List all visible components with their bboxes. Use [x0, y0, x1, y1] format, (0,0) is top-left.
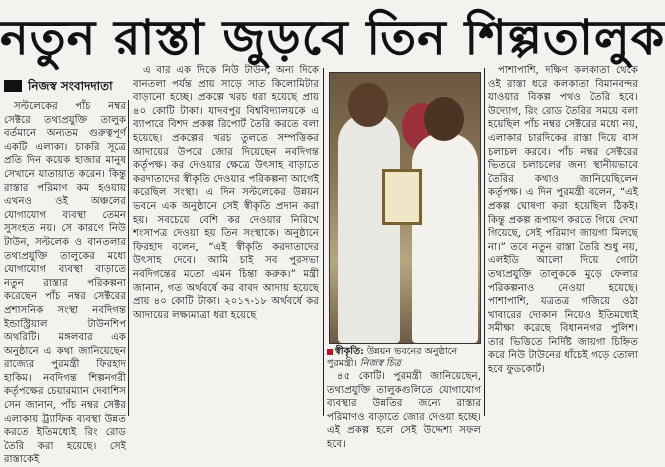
column-divider — [128, 100, 129, 416]
person-right-head — [424, 97, 464, 141]
article-column-3 — [327, 370, 481, 450]
headline: নতুন রাস্তা জুড়বে তিন শিল্পতালুক — [0, 10, 665, 66]
byline-marker — [4, 80, 22, 92]
photo-caption — [327, 346, 483, 370]
person-left-head — [348, 83, 388, 127]
article-column-4 — [488, 64, 638, 416]
caption-marker — [327, 349, 333, 355]
column-divider — [323, 68, 324, 416]
caption-credit: নিজস্ব চিত্র — [356, 358, 401, 369]
person-right — [412, 133, 478, 343]
certificate-frame — [382, 169, 422, 225]
article-column-1 — [4, 100, 126, 466]
article-column-2 — [133, 64, 319, 416]
person-left — [338, 113, 400, 343]
article-text: পাশাপাশি, দক্ষিণ কলকাতা থেকে ওই রাস্তা ধরে কলকাতা বিমানবন্দর যাওয়ার বিকল্প পথও তৈরি হবে। উদ্যোগ, রিং রোড তৈরির সময়ে বলা হয়েছিল পাঁচ নম্বর সেক্টরের মধ্যে নয়, এলাকার চারদিকের রাস্তা দিয়ে বাস চলাচল করবে। পাঁচ নম্বর সেক্টরের ভিতরে চলাচলের জন্য স্থানীয়ভাবে তৈরির কথাও জানিয়েছিলেন কর্তৃপক্ষ। এ দিন পুরমন্ত্রী বলেন, “এই প্রকল্প ঘোষণা করা হয়েছিল ঠিকই। কিন্তু প্রকল্প রূপায়ণ করতে গিয়ে দেখা গিয়েছে, সেই পরিমাণ জায়গা মিলছে না।” তবে নতুন রাস্তা তৈরি শুধু নয়, এলইডি আলো দিয়ে গোটা তথ্যপ্রযুক্তি তালুককে মুড়ে ফেলার পরিকল্পনাও নেওয়া হয়েছে। পাশাপাশি, যত্রতত্র গজিয়ে ওঠা খাবারের দোকান নিয়েও ইতিমধ্যেই সমীক্ষা করেছে বিধাননগর পুলিশ। তার ভিত্তিতে নির্দিষ্ট জায়গা চিহ্নিত করে নিউ টাউনের ধাঁচেই গড়ে তোলা হবে ফুডকোর্ট। — [488, 65, 638, 376]
article-text: ৪৫ কোটি। পুরমন্ত্রী জানিয়েছেন, তথ্যপ্রযুক্তি তালুকগুলিতে যোগাযোগ ব্যবস্থার উন্নতির জন্যে রাস্তার পরিমাণও বাড়াতে জোর দেওয়া হচ্ছে। এই প্রকল্প হলে সেই উদ্দেশ্য সফল হবে। — [327, 371, 481, 450]
column-divider — [484, 68, 485, 416]
caption-label: স্বীকৃতি: — [335, 346, 364, 357]
byline: নিজস্ব সংবাদদাতা — [28, 79, 113, 93]
news-photo — [329, 72, 481, 344]
article-text: এ বার এক দিকে নিউ টাউন, অন্য দিকে বানতলা পর্যন্ত প্রায় সাড়ে সাত কিলোমিটার বাড়ানো হচ্ছে। প্রকল্পে খরচ ধরা হয়েছে প্রায় ৪০ কোটি টাকা। যাদবপুর বিশ্ববিদ্যালয়কে এ ব্যাপারে বিশদ প্রকল্প রিপোর্ট তৈরি করতে বলা হয়েছে। প্রকল্পের খরচ তুলতে সম্পত্তিকর আদায়ের উপরে জোর দিয়েছেন নবদিগন্ত কর্তৃপক্ষ। কর দেওয়ার ক্ষেত্রে উৎসাহ বাড়াতে করদাতাদের স্বীকৃতি দেওয়ার পরিকল্পনা আগেই করেছিল সংস্থা। এ দিন সল্টলেকের উন্নয়ন ভবনে এক অনুষ্ঠানে সেই স্বীকৃতি প্রদান করা হয়। সবচেয়ে বেশি কর দেওয়ার নিরিখে শংসাপত্র দেওয়া হয় তিন সংস্থাকে। অনুষ্ঠানে ফিরহাদ বলেন, “এই স্বীকৃতি করদাতাদের উৎসাহ দেবে। আমি চাই সব পুরসভা নবদিগন্তের মতো এমন চিন্তা করুক।” মন্ত্রী জানান, গত অর্থবর্ষে কর বাবদ আদায় হয়েছে প্রায় ৪০ কোটি টাকা। ২০১৭-১৮ অর্থবর্ষে কর আদায়ের লক্ষ্যমাত্রা ধরা হয়েছে — [133, 65, 319, 321]
caption-text: উন্নয়ন ভবনের অনুষ্ঠানে পুরমন্ত্রী। — [327, 346, 458, 369]
article-text: সল্টলেকের পাঁচ নম্বর সেক্টরে তথ্যপ্রযুক্তি তালুক বর্তমানে অন্যতম গুরুত্বপূর্ণ একটি এলাকা। চাকরি সূত্রে প্রতি দিন কয়েক হাজার মানুষ সেখানে যাতায়াত করেন। কিন্তু রাস্তার পরিমাণ কম হওয়ায় এখনও ওই অঞ্চলের যোগাযোগ ব্যবস্থা তেমন সুসংহত নয়। সে কারণে নিউ টাউন, সল্টলেক ও বানতলার তথ্যপ্রযুক্তি তালুকের মধ্যে যোগাযোগ ব্যবস্থা বাড়াতে নতুন রাস্তার পরিকল্পনা করেছেন পাঁচ নম্বর সেক্টরের প্রশাসনিক সংস্থা নবদিগন্ত ইন্ডাস্ট্রিয়াল টাউনশিপ অথরিটি। মঙ্গলবার এক অনুষ্ঠানে এ কথা জানিয়েছেন রাজ্যের পুরমন্ত্রী ফিরহাদ হাকিম। নবদিগন্ত শিল্পনগরী কর্তৃপক্ষের চেয়ারম্যান দেবাশিস সেন জানান, পাঁচ নম্বর সেক্টর এলাকায় ট্র্যাফিক ব্যবস্থা উন্নত করতে ইতিমধ্যেই রিং রোড তৈরি করা হয়েছে। সেই রাস্তাকেই — [4, 101, 126, 466]
